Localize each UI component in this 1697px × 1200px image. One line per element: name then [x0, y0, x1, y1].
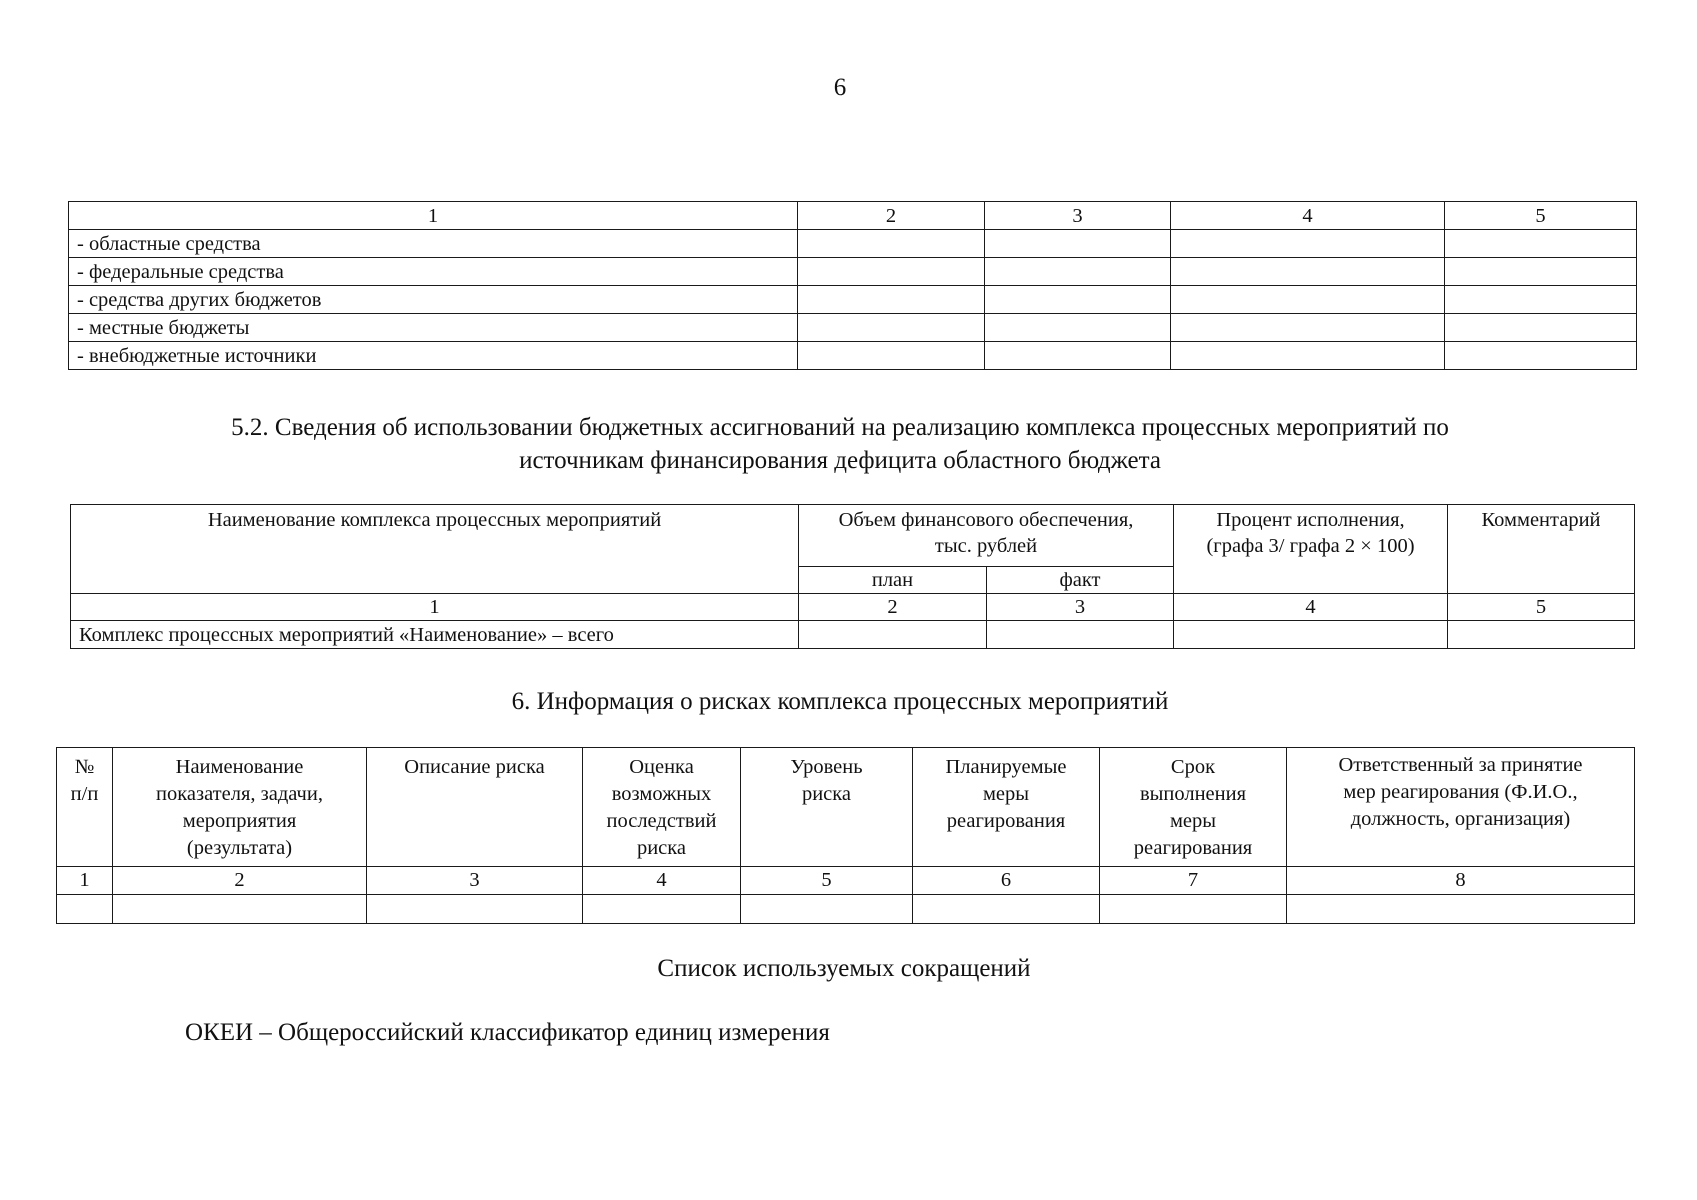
funding-source-label: - средства других бюджетов [69, 286, 798, 314]
page-number: 6 [833, 74, 847, 101]
column-number-row [71, 594, 1635, 621]
empty-cell [798, 314, 985, 342]
table-row [57, 895, 1635, 924]
empty-cell [741, 895, 913, 924]
empty-cell [1445, 230, 1637, 258]
empty-cell [798, 342, 985, 370]
column-number: 4 [1171, 202, 1445, 230]
column-number: 3 [987, 594, 1174, 621]
empty-cell [985, 258, 1171, 286]
empty-cell [57, 895, 113, 924]
empty-cell [913, 895, 1100, 924]
complex-name-header: Наименование комплекса процессных мероприятий [71, 505, 799, 594]
empty-cell [985, 342, 1171, 370]
table-row [69, 342, 1637, 370]
column-number: 4 [1174, 594, 1448, 621]
column-number: 3 [985, 202, 1171, 230]
abbreviations-heading: Список используемых сокращений [657, 955, 1031, 982]
empty-cell [113, 895, 367, 924]
funding-source-label: - федеральные средства [69, 258, 798, 286]
empty-cell [1174, 621, 1448, 649]
empty-cell [799, 621, 987, 649]
section-5-2-heading-line1: 5.2. Сведения об использовании бюджетных ассигнований на реализацию комплекса процессных мероприятий по [231, 414, 1449, 441]
table-row [69, 230, 1637, 258]
execution-percent-header: Процент исполнения, (графа 3/ графа 2 × 100) [1174, 505, 1448, 594]
funding-sources-table [68, 201, 1637, 370]
consequences-assessment-header: Оценка возможных последствий риска [583, 748, 741, 867]
empty-cell [1287, 895, 1635, 924]
abbreviation-item: ОКЕИ – Общероссийский классификатор единиц измерения [185, 1019, 830, 1046]
table-row [71, 621, 1635, 649]
column-number: 1 [69, 202, 798, 230]
planned-measures-header: Планируемые меры реагирования [913, 748, 1100, 867]
column-number: 2 [113, 867, 367, 895]
financing-volume-header: Объем финансового обеспечения, тыс. рублей [799, 505, 1174, 567]
empty-cell [1171, 342, 1445, 370]
empty-cell [1445, 314, 1637, 342]
plan-header: план [799, 566, 987, 593]
funding-source-label: - областные средства [69, 230, 798, 258]
empty-cell [1171, 286, 1445, 314]
empty-cell [1448, 621, 1635, 649]
empty-cell [798, 286, 985, 314]
table-header-row [57, 748, 1635, 867]
column-number: 3 [367, 867, 583, 895]
table-header-row [69, 202, 1637, 230]
column-number: 1 [57, 867, 113, 895]
empty-cell [1445, 342, 1637, 370]
empty-cell [1171, 230, 1445, 258]
section-5-2-heading [0, 411, 1680, 477]
funding-source-label: - внебюджетные источники [69, 342, 798, 370]
column-number: 5 [1445, 202, 1637, 230]
empty-cell [985, 230, 1171, 258]
funding-source-label: - местные бюджеты [69, 314, 798, 342]
empty-cell [1171, 258, 1445, 286]
column-number: 2 [799, 594, 987, 621]
table-header-row [71, 505, 1635, 567]
table-row [69, 258, 1637, 286]
deadline-header: Срок выполнения меры реагирования [1100, 748, 1287, 867]
indicator-name-header: Наименование показателя, задачи, мероприятия (результата) [113, 748, 367, 867]
table-row [69, 314, 1637, 342]
column-number-row [57, 867, 1635, 895]
empty-cell [583, 895, 741, 924]
empty-cell [985, 286, 1171, 314]
fact-header: факт [987, 566, 1174, 593]
table-row [69, 286, 1637, 314]
complex-total-label: Комплекс процессных мероприятий «Наименование» – всего [71, 621, 799, 649]
section-6-heading: 6. Информация о рисках комплекса процессных мероприятий [511, 688, 1169, 715]
column-number: 5 [1448, 594, 1635, 621]
number-header: № п/п [57, 748, 113, 867]
column-number: 4 [583, 867, 741, 895]
column-number: 7 [1100, 867, 1287, 895]
empty-cell [985, 314, 1171, 342]
column-number: 5 [741, 867, 913, 895]
empty-cell [367, 895, 583, 924]
column-number: 8 [1287, 867, 1635, 895]
column-number: 2 [798, 202, 985, 230]
empty-cell [987, 621, 1174, 649]
empty-cell [1171, 314, 1445, 342]
comment-header: Комментарий [1448, 505, 1635, 594]
empty-cell [1445, 286, 1637, 314]
risk-level-header: Уровень риска [741, 748, 913, 867]
empty-cell [1100, 895, 1287, 924]
column-number: 1 [71, 594, 799, 621]
section-5-2-heading-line2: источникам финансирования дефицита областного бюджета [519, 447, 1161, 474]
empty-cell [798, 230, 985, 258]
responsible-person-header: Ответственный за принятие мер реагирования (Ф.И.О., должность, организация) [1287, 748, 1635, 867]
budget-allocations-table [70, 504, 1635, 649]
risks-table [56, 747, 1635, 924]
risk-description-header: Описание риска [367, 748, 583, 867]
empty-cell [798, 258, 985, 286]
column-number: 6 [913, 867, 1100, 895]
empty-cell [1445, 258, 1637, 286]
